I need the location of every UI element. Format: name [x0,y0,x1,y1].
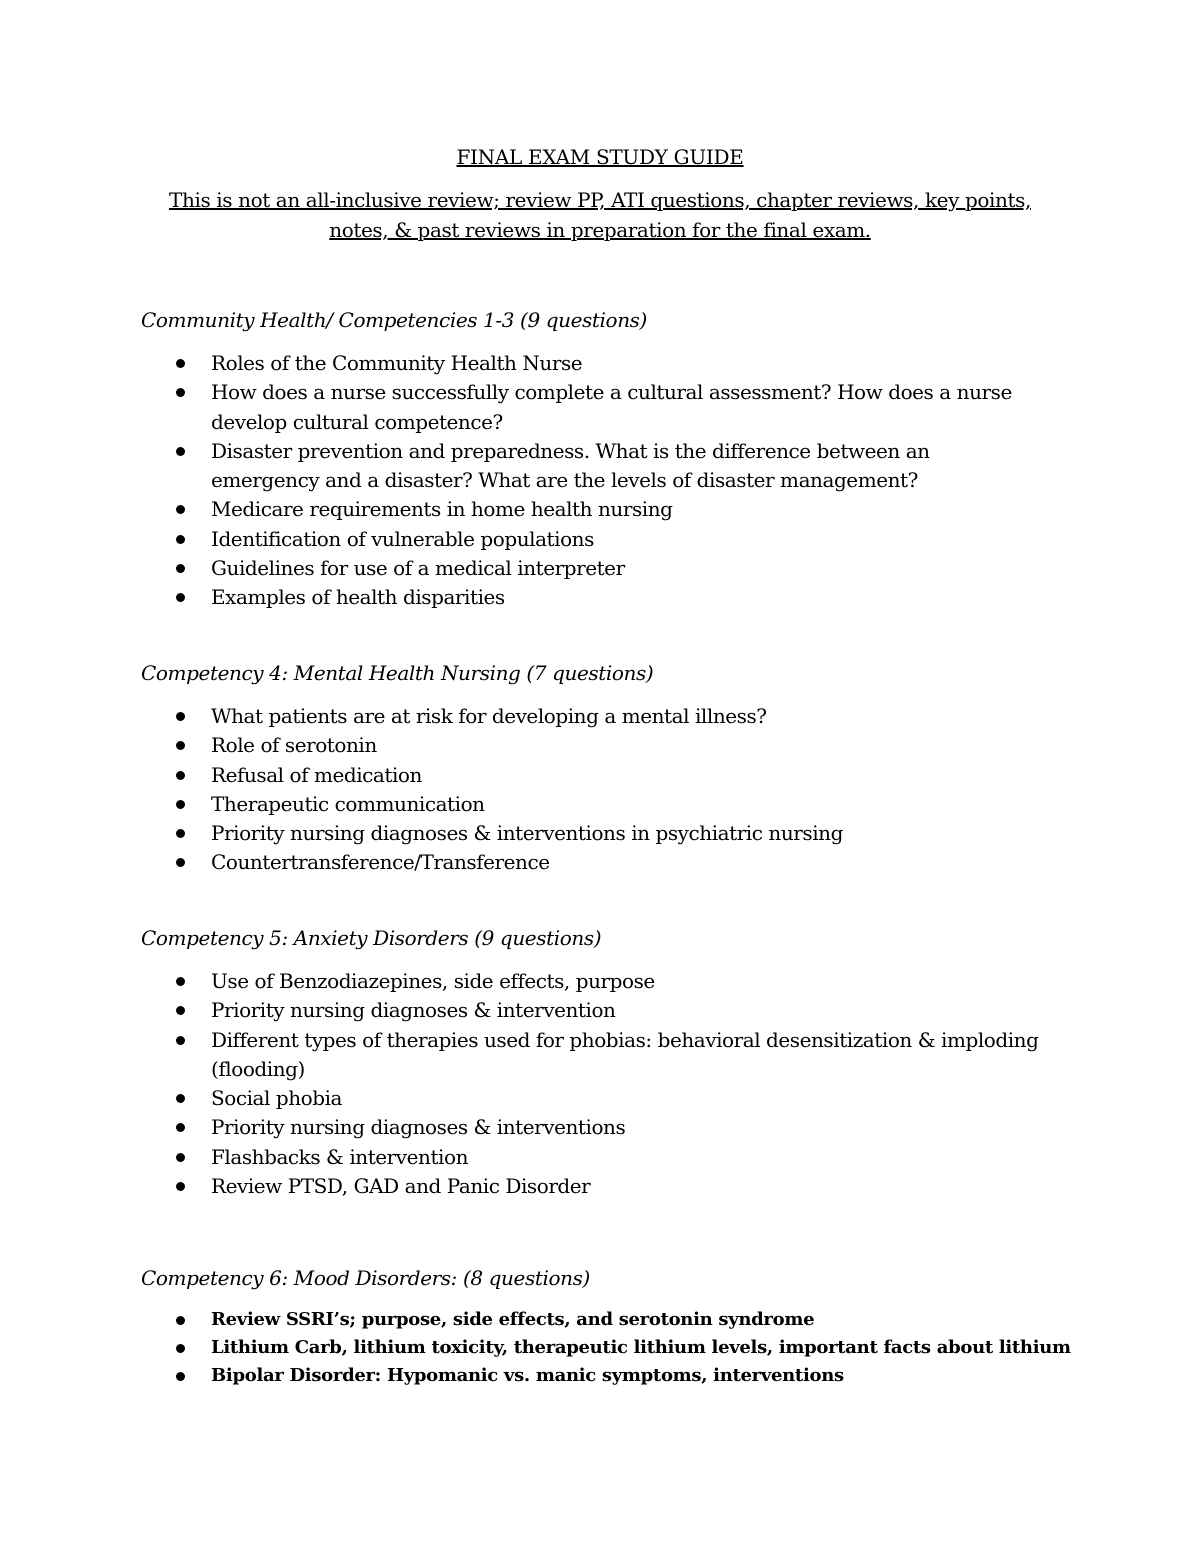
bullet-icon [176,505,185,514]
bullet-icon [176,1316,185,1325]
bullet-icon [176,829,185,838]
bullet-icon [176,1182,185,1191]
list-item [0,819,1041,848]
list-item [0,790,1041,819]
section-heading: Competency 6: Mood Disorders: (8 questions) [141,1266,590,1290]
bullet-icon [176,1123,185,1132]
bullet-list [0,349,1200,613]
bullet-icon [176,388,185,397]
bullet-icon [176,1006,185,1015]
bullet-icon [176,741,185,750]
bullet-icon [176,593,185,602]
list-item [0,495,1041,524]
section-heading: Community Health/ Competencies 1-3 (9 questions) [141,308,647,332]
list-item [0,967,1041,996]
list-item [0,1084,1041,1113]
list-item-text: Medicare requirements in home health nursing [211,497,673,522]
bullet-icon [176,800,185,809]
list-item [0,1334,1071,1362]
list-item [0,554,1041,583]
list-item-text: Countertransference/Transference [211,850,550,875]
bullet-icon [176,1344,185,1353]
bullet-icon [176,447,185,456]
list-item [0,349,1041,378]
list-item-text: Priority nursing diagnoses & intervention [211,998,616,1023]
list-item [0,1113,1041,1142]
list-item [0,761,1041,790]
list-item [0,731,1041,760]
bullet-list [0,967,1200,1201]
bullet-icon [176,712,185,721]
bullet-icon [176,564,185,573]
list-item-text: Review SSRI’s; purpose, side effects, and serotonin syndrome [211,1309,815,1330]
list-item [0,1026,1041,1085]
list-item-text: Lithium Carb, lithium toxicity, therapeutic lithium levels, important facts about lithium [211,1337,1071,1358]
list-item-text: Identification of vulnerable populations [211,526,594,551]
list-item [0,1362,1071,1390]
list-item [0,702,1041,731]
document-subtitle: This is not an all-inclusive review; review PP, ATI questions, chapter reviews, key points, notes, & past reviews in preparation for the final exam. [169,188,1031,242]
bullet-list [0,702,1200,878]
bullet-icon [176,1094,185,1103]
list-item-text: Social phobia [211,1086,343,1111]
list-item [0,1143,1041,1172]
section-heading: Competency 4: Mental Health Nursing (7 questions) [141,661,654,685]
section-heading: Competency 5: Anxiety Disorders (9 questions) [141,926,602,950]
list-item-text: Roles of the Community Health Nurse [211,351,583,375]
bullet-icon [176,359,185,368]
list-item-text: Priority nursing diagnoses & interventions in psychiatric nursing [211,821,843,846]
bullet-icon [176,1036,185,1045]
document-title: FINAL EXAM STUDY GUIDE [456,145,744,169]
list-item [0,525,1041,554]
list-item [0,996,1041,1025]
list-item-text: Refusal of medication [211,762,422,787]
list-item-text: Bipolar Disorder: Hypomanic vs. manic symptoms, interventions [211,1365,844,1386]
list-item-text: Different types of therapies used for phobias: behavioral desensitization & imploding (flooding) [211,1027,1039,1081]
list-item-text: What patients are at risk for developing a mental illness? [211,704,767,728]
list-item [0,378,1041,437]
list-item-text: Examples of health disparities [211,585,505,610]
list-item [0,1172,1041,1201]
bullet-list [0,1306,1200,1390]
list-item-text: Flashbacks & intervention [211,1144,469,1169]
bullet-icon [176,535,185,544]
list-item [0,583,1041,612]
bullet-icon [176,977,185,986]
bullet-icon [176,1372,185,1381]
list-item-text: Role of serotonin [211,733,377,758]
list-item-text: How does a nurse successfully complete a cultural assessment? How does a nurse develop cultural competence? [211,380,1012,434]
list-item-text: Guidelines for use of a medical interpreter [211,556,625,581]
bullet-icon [176,771,185,780]
list-item-text: Review PTSD, GAD and Panic Disorder [211,1174,591,1199]
list-item-text: Disaster prevention and preparedness. What is the difference between an emergency and a disaster? What are the levels of disaster management? [211,438,930,493]
list-item-text: Use of Benzodiazepines, side effects, purpose [211,969,655,993]
list-item [0,1306,1071,1334]
bullet-icon [176,858,185,867]
bullet-icon [176,1153,185,1162]
list-item-text: Priority nursing diagnoses & interventions [211,1115,626,1140]
list-item-text: Therapeutic communication [211,791,485,816]
list-item [0,437,1041,496]
list-item [0,848,1041,877]
